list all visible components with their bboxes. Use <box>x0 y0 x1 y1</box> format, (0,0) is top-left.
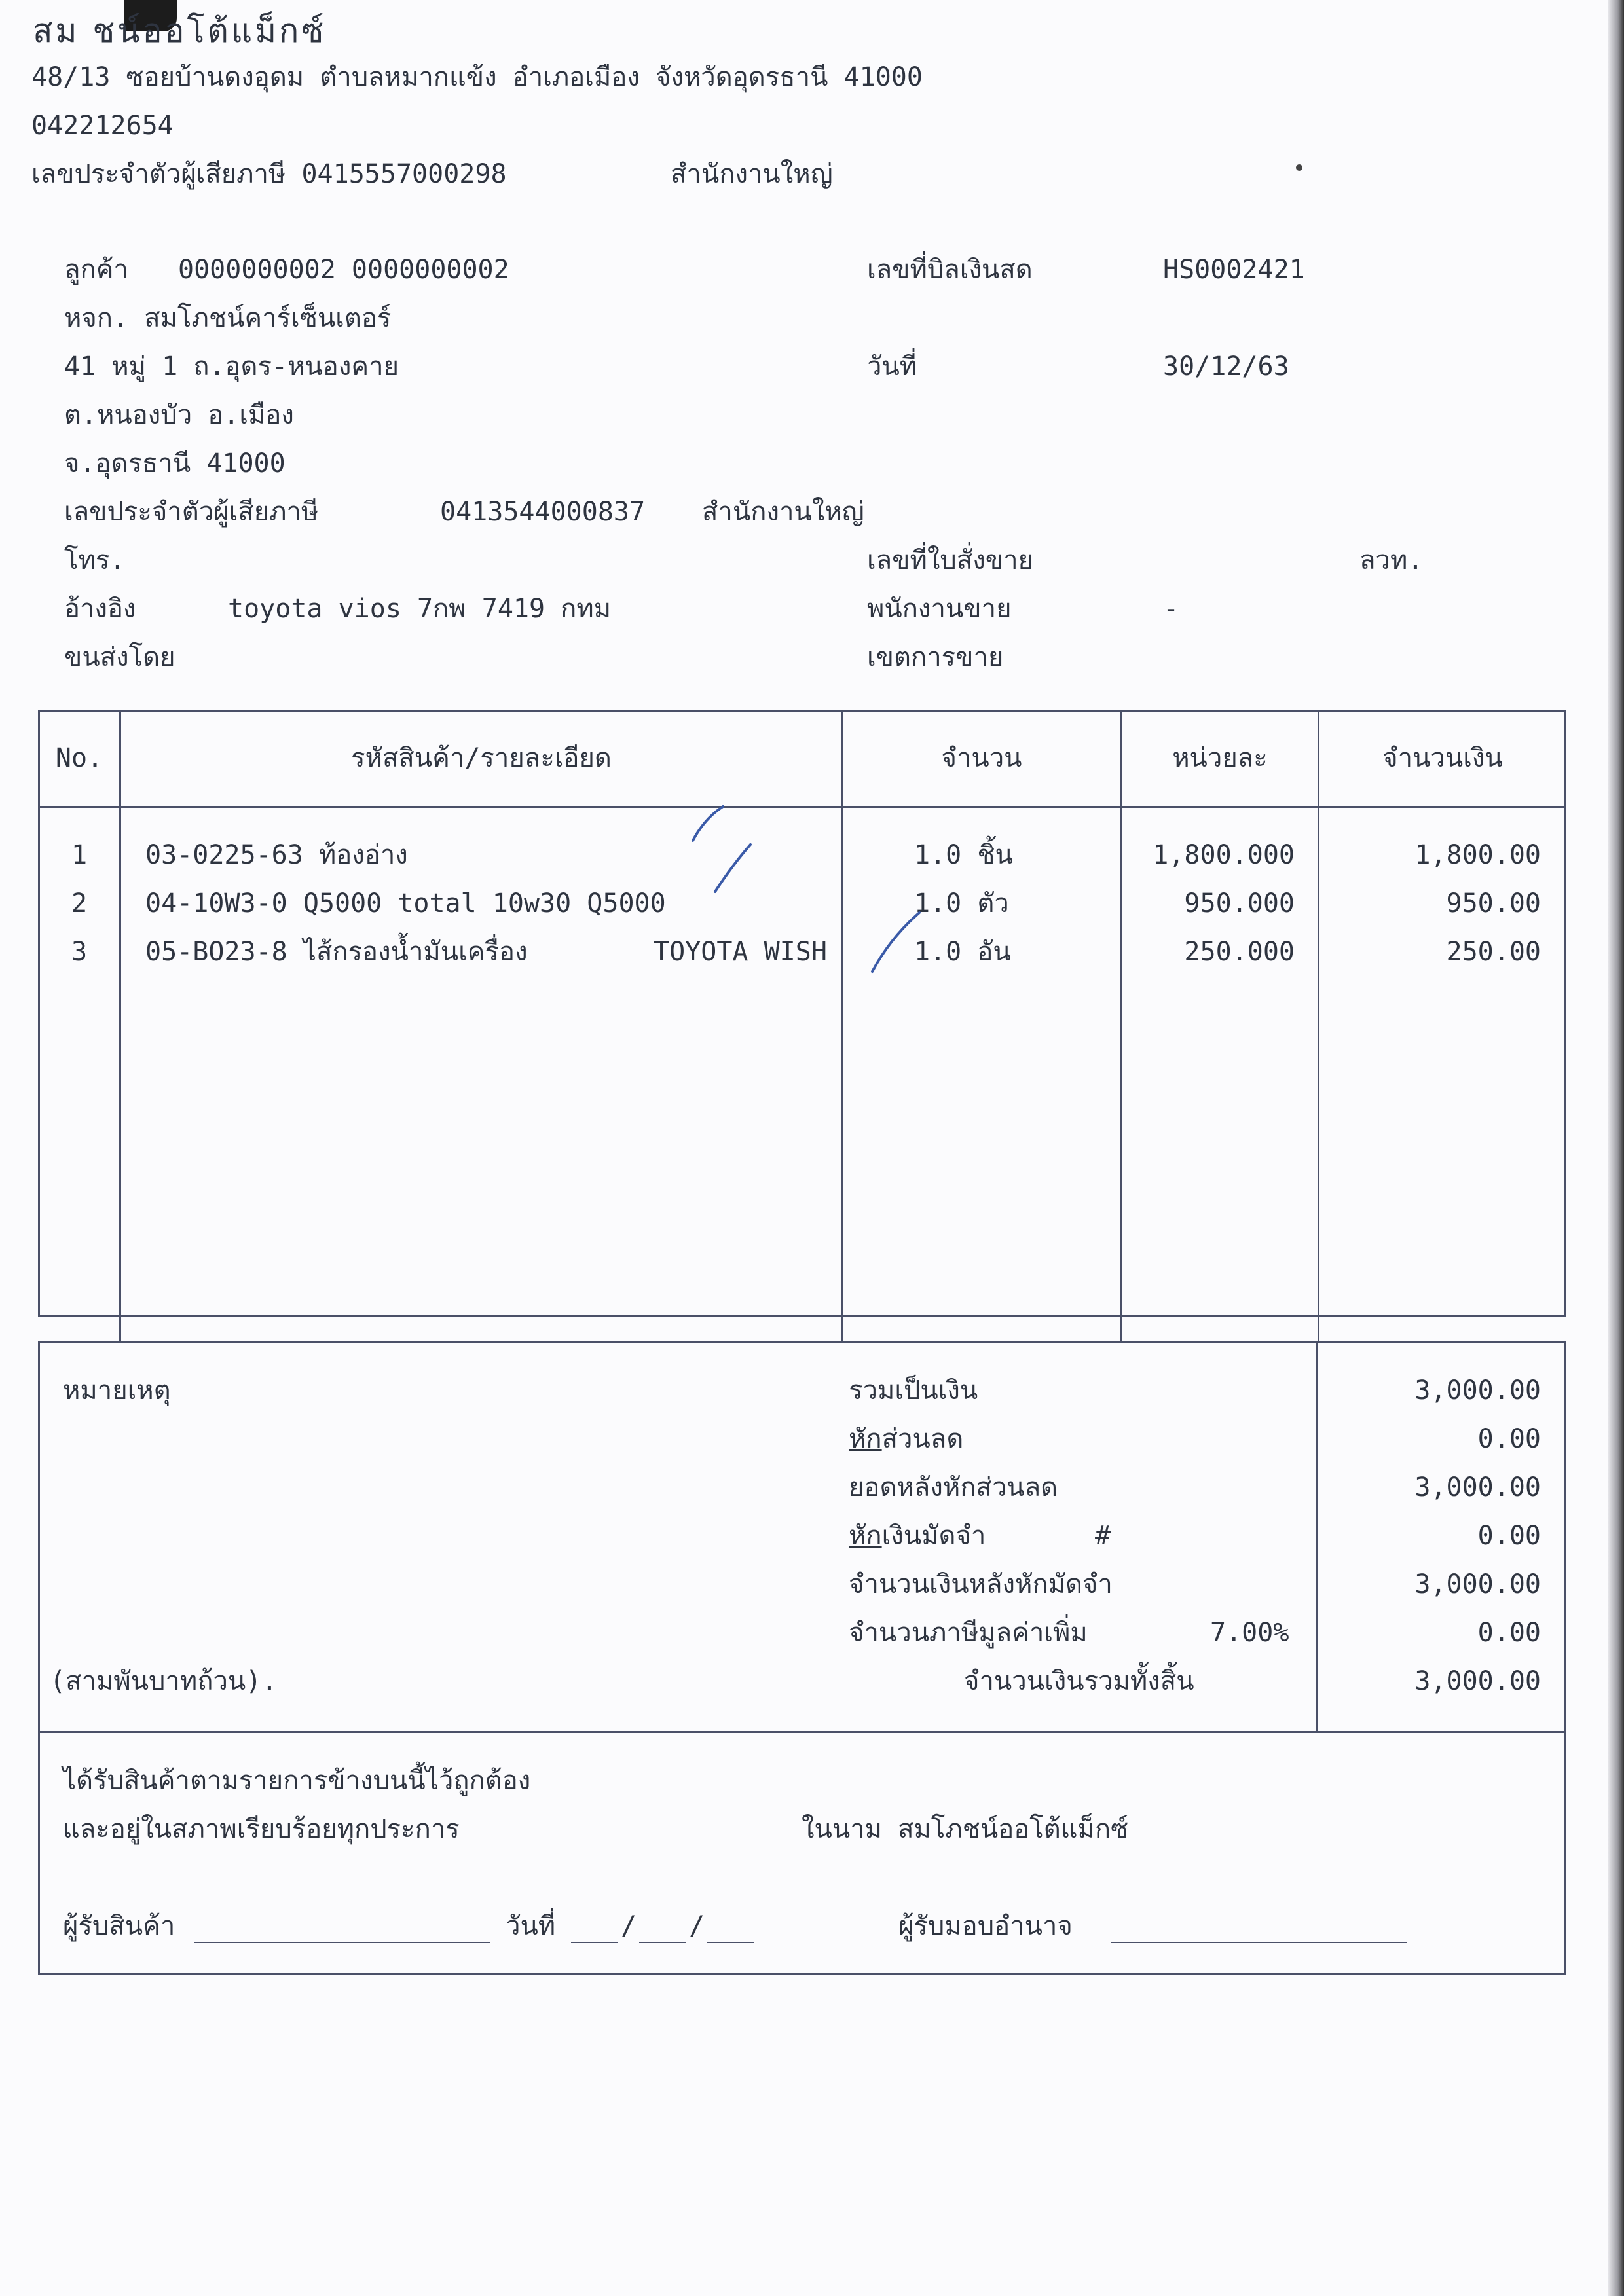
received-line-1: ได้รับสินค้าตามรายการข้างบนนี้ไว้ถูกต้อง <box>63 1766 531 1796</box>
grand-total-value: 3,000.00 <box>1414 1666 1541 1696</box>
company-address: 48/13 ซอยบ้านดงอุดม ตำบลหมากแข้ง อำเภอเมือง จังหวัดอุดรธานี 41000 <box>31 62 923 92</box>
row-1-item: 03-0225-63 ท้องอ่าง <box>145 840 408 870</box>
sales-order-label: เลขที่ใบสั่งขาย <box>867 545 1034 575</box>
bill-no-value: HS0002421 <box>1163 255 1305 285</box>
customer-tax-id: 0413544000837 <box>440 497 646 527</box>
after-deposit-label: จำนวนเงินหลังหักมัดจำ <box>849 1569 1113 1599</box>
vat-label: จำนวนภาษีมูลค่าเพิ่ม <box>849 1618 1088 1648</box>
row-2-qty: 1.0 ตัว <box>914 888 1009 919</box>
bill-date-value: 30/12/63 <box>1163 352 1289 382</box>
customer-address-1: 41 หมู่ 1 ถ.อุดร-หนองคาย <box>64 352 399 382</box>
salesperson-value: - <box>1163 594 1179 624</box>
receipt-date-label: วันที่ <box>506 1911 556 1941</box>
row-3-no: 3 <box>71 937 88 967</box>
remark-label: หมายเหตุ <box>63 1376 171 1406</box>
customer-label: ลูกค้า <box>64 255 128 285</box>
row-2-no: 2 <box>71 888 88 919</box>
row-2-item: 04-10W3-0 Q5000 total 10w30 Q5000 <box>145 888 666 919</box>
vat-value: 0.00 <box>1477 1618 1541 1648</box>
bill-date-label: วันที่ <box>867 352 917 382</box>
after-discount-value: 3,000.00 <box>1414 1472 1541 1503</box>
on-behalf-of: ในนาม สมโภชน์ออโต้แม็กซ์ <box>802 1814 1129 1844</box>
sales-order-suffix: ลวท. <box>1359 545 1424 575</box>
row-1-price: 1,800.000 <box>1153 840 1295 870</box>
customer-ship-label: ขนส่งโดย <box>64 642 175 672</box>
date-slash-2: / <box>689 1911 705 1941</box>
company-name: สม ชน์ออโต้แม็กซ์ <box>33 12 327 50</box>
pen-tick-1 <box>693 807 723 841</box>
amount-in-words: (สามพันบาทถ้วน). <box>50 1666 278 1696</box>
ink-dot <box>1296 164 1302 171</box>
company-tax-id: เลขประจำตัวผู้เสียภาษี 0415557000298 <box>31 159 507 189</box>
discount-value: 0.00 <box>1477 1424 1541 1454</box>
row-1-amount: 1,800.00 <box>1414 840 1541 870</box>
received-line-2: และอยู่ในสภาพเรียบร้อยทุกประการ <box>63 1814 460 1844</box>
row-3-amount: 250.00 <box>1446 937 1541 967</box>
customer-address-3: จ.อุดรธานี 41000 <box>64 448 286 479</box>
customer-ref-label: อ้างอิง <box>64 594 136 624</box>
row-3-item: 05-BO23-8 ไส้กรองน้ำมันเครื่อง <box>145 937 528 967</box>
header-no: No. <box>55 743 103 773</box>
bill-no-label: เลขที่บิลเงินสด <box>867 255 1033 285</box>
pen-tick-2 <box>715 845 750 892</box>
subtotal-value: 3,000.00 <box>1414 1376 1541 1406</box>
header-qty: จำนวน <box>941 743 1022 773</box>
customer-tax-label: เลขประจำตัวผู้เสียภาษี <box>64 497 319 527</box>
salesperson-label: พนักงานขาย <box>867 594 1012 624</box>
grand-total-label: จำนวนเงินรวมทั้งสิ้น <box>964 1666 1194 1696</box>
header-item: รหัสสินค้า/รายละเอียด <box>351 743 612 773</box>
customer-address-2: ต.หนองบัว อ.เมือง <box>64 400 294 430</box>
after-deposit-value: 3,000.00 <box>1414 1569 1541 1599</box>
receiver-label: ผู้รับสินค้า <box>63 1911 175 1941</box>
deposit-label: หักเงินมัดจำ <box>849 1521 986 1551</box>
row-3-qty: 1.0 อัน <box>914 937 1011 967</box>
deposit-hash: # <box>1095 1521 1111 1551</box>
customer-name: หจก. สมโภชน์คาร์เซ็นเตอร์ <box>64 303 392 333</box>
header-amount: จำนวนเงิน <box>1382 743 1503 773</box>
company-branch: สำนักงานใหญ่ <box>671 159 833 189</box>
customer-branch: สำนักงานใหญ่ <box>702 497 864 527</box>
discount-label: หักส่วนลด <box>849 1424 964 1454</box>
subtotal-label: รวมเป็นเงิน <box>849 1376 978 1406</box>
sales-area-label: เขตการขาย <box>867 642 1004 672</box>
vat-rate: 7.00% <box>1210 1618 1289 1648</box>
deposit-value: 0.00 <box>1477 1521 1541 1551</box>
company-phone: 042212654 <box>31 111 174 141</box>
after-discount-label: ยอดหลังหักส่วนลด <box>849 1472 1058 1503</box>
date-slash-1: / <box>621 1911 637 1941</box>
header-unit-price: หน่วยละ <box>1172 743 1268 773</box>
row-3-item-extra: TOYOTA WISH <box>654 937 827 967</box>
customer-ref-value: toyota vios 7กพ 7419 กทม <box>228 594 612 624</box>
customer-code: 0000000002 0000000002 <box>178 255 509 285</box>
authorized-label: ผู้รับมอบอำนาจ <box>898 1911 1073 1941</box>
row-3-price: 250.000 <box>1184 937 1295 967</box>
row-1-no: 1 <box>71 840 88 870</box>
row-2-amount: 950.00 <box>1446 888 1541 919</box>
row-1-qty: 1.0 ชิ้น <box>914 840 1013 870</box>
customer-phone-label: โทร. <box>64 545 126 575</box>
row-2-price: 950.000 <box>1184 888 1295 919</box>
pen-tick-3 <box>872 913 919 972</box>
